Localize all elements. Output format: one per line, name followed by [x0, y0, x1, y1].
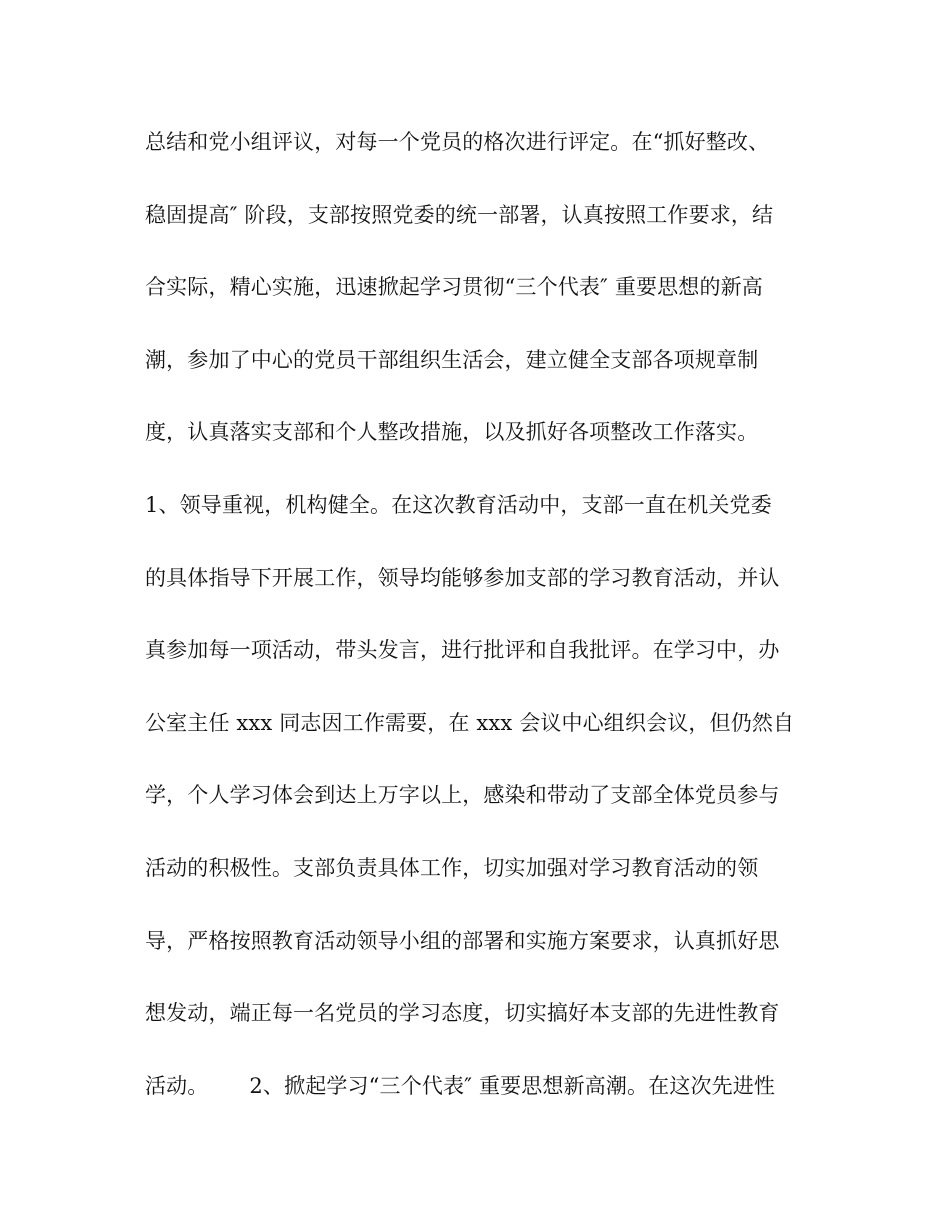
text-line: 想发动，端正每一名党员的学习态度，切实搞好本支部的先进性教育 [145, 1001, 780, 1026]
text-line: 公室主任 xxx 同志因工作需要，在 xxx 会议中心组织会议，但仍然自 [145, 710, 795, 735]
text-line: 总结和党小组评议，对每一个党员的格次进行评定。在“抓好整改、 [145, 130, 770, 154]
text-line: 度，认真落实支部和个人整改措施，以及抓好各项整改工作落实。 [145, 420, 759, 445]
text-line: 学，个人学习体会到达上万字以上，感染和带动了支部全体党员参与 [145, 783, 780, 808]
text-line: 的具体指导下开展工作，领导均能够参加支部的学习教育活动，并认 [145, 565, 780, 590]
text-line: 导，严格按照教育活动领导小组的部署和实施方案要求，认真抓好思 [145, 928, 780, 953]
text-line: 合实际，精心实施，迅速掀起学习贯彻“三个代表″ 重要思想的新高 [145, 275, 763, 300]
text-line: 潮，参加了中心的党员干部组织生活会，建立健全支部各项规章制 [145, 347, 759, 372]
text-line: 稳固提高″ 阶段，支部按照党委的统一部署，认真按照工作要求，结 [145, 202, 774, 227]
body-text [145, 118, 810, 1134]
text-line: 活动的积极性。支部负责具体工作，切实加强对学习教育活动的领 [145, 855, 759, 880]
text-line: 活动。 2、掀起学习“三个代表″ 重要思想新高潮。在这次先进性 [145, 1073, 776, 1098]
text-line: 1、领导重视，机构健全。在这次教育活动中，支部一直在机关党委 [145, 492, 772, 517]
text-line: 真参加每一项活动，带头发言，进行批评和自我批评。在学习中，办 [145, 638, 780, 663]
